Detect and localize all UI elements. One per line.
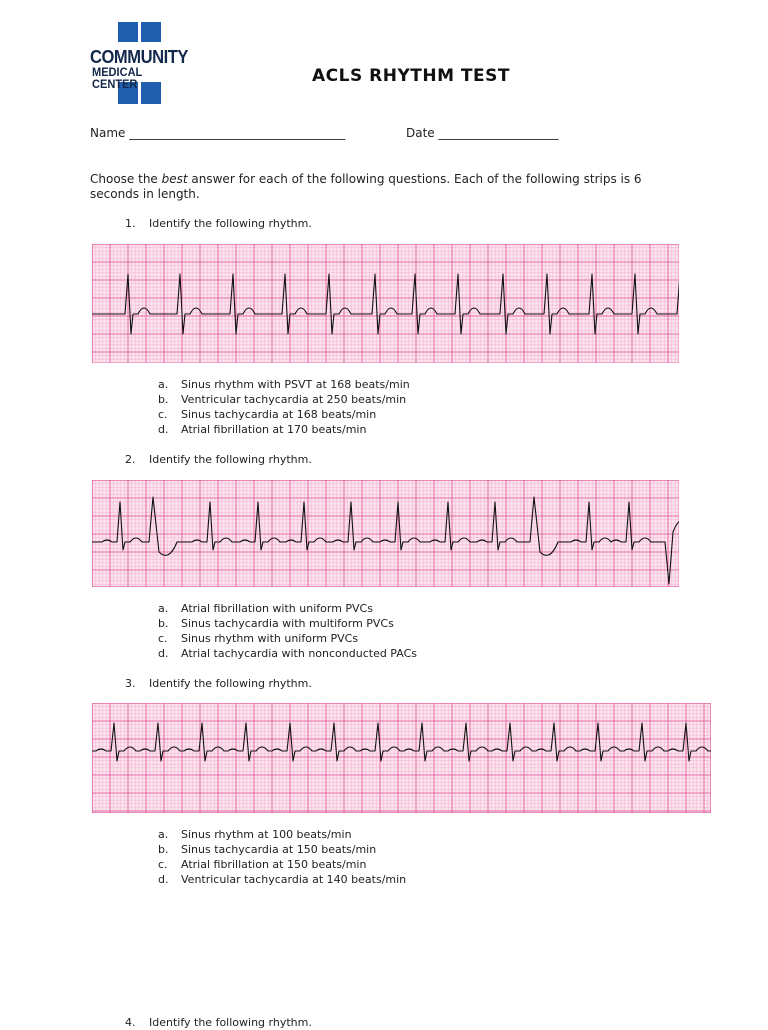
option-letter: d. (158, 873, 169, 886)
answer-option[interactable]: Sinus tachycardia with multiform PVCs (181, 617, 394, 630)
question-number: 1. (125, 217, 136, 230)
instructions-text: answer for each of the following questions. Each of the following strips is 6 seconds in length. (90, 172, 642, 201)
option-letter: a. (158, 378, 169, 391)
question-number: 3. (125, 677, 136, 690)
option-letter: b. (158, 617, 169, 630)
ecg-strip-1 (92, 244, 679, 363)
option-letter: c. (158, 632, 168, 645)
answer-option[interactable]: Atrial fibrillation at 170 beats/min (181, 423, 367, 436)
option-letter: b. (158, 393, 169, 406)
logo-block (118, 22, 138, 42)
instructions-text: Choose the (90, 172, 162, 186)
answer-option[interactable]: Sinus rhythm with uniform PVCs (181, 632, 359, 645)
answer-option[interactable]: Ventricular tachycardia at 250 beats/min (181, 393, 407, 406)
logo-wordmark-line2: MEDICAL CENTER (92, 65, 143, 91)
answer-option[interactable]: Sinus tachycardia at 150 beats/min (181, 843, 377, 856)
instructions (90, 172, 680, 202)
answer-option[interactable]: Ventricular tachycardia at 140 beats/min (181, 873, 407, 886)
community-medical-center-logo (88, 22, 193, 106)
instructions-emphasis: best (161, 172, 188, 186)
question-prompt: Identify the following rhythm. (149, 217, 312, 230)
option-letter: d. (158, 423, 169, 436)
option-letter: c. (158, 858, 168, 871)
answer-option[interactable]: Atrial fibrillation with uniform PVCs (181, 602, 373, 615)
question-number: 2. (125, 453, 136, 466)
option-letter: c. (158, 408, 168, 421)
ecg-grid-paper (92, 703, 711, 813)
question-prompt: Identify the following rhythm. (149, 453, 312, 466)
question-number: 4. (125, 1016, 136, 1029)
ecg-strip-3 (92, 703, 711, 813)
answer-option[interactable]: Atrial fibrillation at 150 beats/min (181, 858, 367, 871)
option-letter: d. (158, 647, 169, 660)
answer-option[interactable]: Sinus rhythm at 100 beats/min (181, 828, 352, 841)
question-prompt: Identify the following rhythm. (149, 677, 312, 690)
option-letter: a. (158, 828, 169, 841)
ecg-grid-paper (92, 480, 679, 587)
ecg-strip-2 (92, 480, 679, 587)
logo-block (141, 22, 161, 42)
option-letter: a. (158, 602, 169, 615)
answer-option[interactable]: Sinus tachycardia at 168 beats/min (181, 408, 377, 421)
page-title: ACLS RHYTHM TEST (312, 66, 510, 86)
answer-option[interactable]: Atrial tachycardia with nonconducted PACs (181, 647, 417, 660)
answer-option[interactable]: Sinus rhythm with PSVT at 168 beats/min (181, 378, 410, 391)
logo-wordmark-line1: COMMUNITY (90, 47, 188, 67)
name-field[interactable]: Name ____________________________________ (90, 126, 346, 140)
date-field[interactable]: Date ____________________ (406, 126, 559, 140)
option-letter: b. (158, 843, 169, 856)
question-prompt: Identify the following rhythm. (149, 1016, 312, 1029)
ecg-grid-paper (92, 244, 679, 363)
